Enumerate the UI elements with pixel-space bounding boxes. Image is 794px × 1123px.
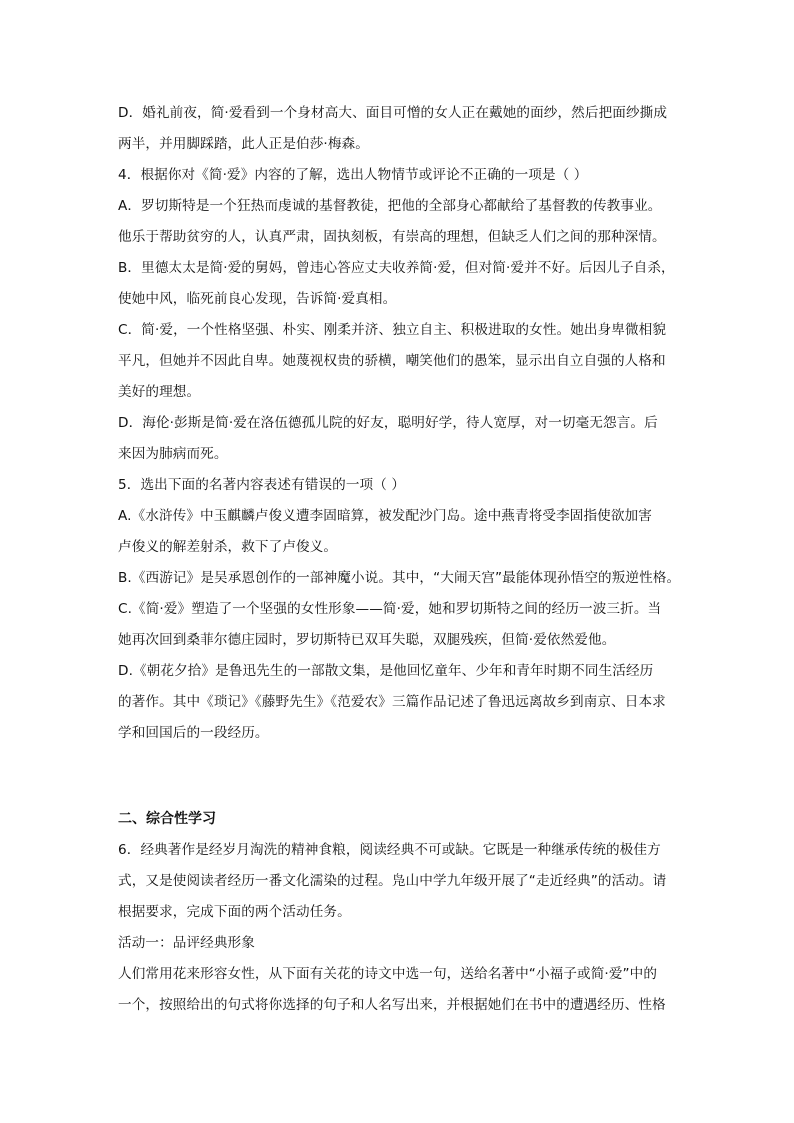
- question-4: [118, 160, 688, 470]
- question-6: [118, 835, 688, 928]
- q4-option-d: [118, 408, 688, 470]
- q4-option-a: [118, 191, 688, 253]
- text-line: 来因为肺病而死。: [118, 446, 228, 462]
- question-5: [118, 470, 688, 749]
- text-line: 卢俊义的解差射杀，救下了卢俊义。: [118, 539, 338, 555]
- text-line: A.《水浒传》中玉麒麟卢俊义遭李固暗算，被发配沙门岛。途中燕青将受李固指使欲加害: [118, 508, 652, 524]
- text-line: 6．经典著作是经岁月淘洗的精神食粮，阅读经典不可或缺。它既是一种继承传统的极佳方: [118, 842, 661, 858]
- activity-body: [118, 959, 688, 1021]
- text-line: C．简·爱，一个性格坚强、朴实、刚柔并济、独立自主、积极进取的女性。她出身卑微相貌: [118, 322, 667, 338]
- text-line: 使她中风，临死前良心发现，告诉简·爱真相。: [118, 291, 397, 307]
- text-line: 学和回国后的一段经历。: [118, 725, 269, 741]
- question-stem: 4．根据你对《简·爱》内容的了解，选出人物情节或评论不正确的一项是（ ）: [118, 167, 588, 183]
- text-line: 她再次回到桑菲尔德庄园时，罗切斯特已双耳失聪，双腿残疾，但简·爱依然爱他。: [118, 632, 616, 648]
- text-line: C.《简·爱》塑造了一个坚强的女性形象——简·爱，她和罗切斯特之间的经历一波三折。当: [118, 601, 662, 617]
- text-line: 平凡，但她并不因此自卑。她蔑视权贵的骄横，嘲笑他们的愚笨，显示出自立自强的人格和: [118, 353, 666, 369]
- text-line: D．婚礼前夜，简·爱看到一个身材高大、面目可憎的女人正在戴她的面纱，然后把面纱撕成: [118, 105, 668, 121]
- text-line: 两半，并用脚踩踏，此人正是伯莎·梅森。: [118, 136, 369, 152]
- text-line: 的著作。其中《琐记》《藤野先生》《范爱农》三篇作品记述了鲁迅远离故乡到南京、日本求: [118, 694, 666, 710]
- text-line: B．里德太太是简·爱的舅妈，曾违心答应丈夫收养简·爱，但对简·爱并不好。后因儿子自杀，: [118, 260, 675, 276]
- q4-option-b: [118, 253, 688, 315]
- text-line: D．海伦·彭斯是简·爱在洛伍德孤儿院的好友，聪明好学，待人宽厚，对一切毫无怨言。后: [118, 415, 658, 431]
- q5-option-c: [118, 594, 688, 656]
- question-stem: 5．选出下面的名著内容表述有错误的一项（ ）: [118, 477, 406, 493]
- text-line: A．罗切斯特是一个狂热而虔诚的基督教徒，把他的全部身心都献给了基督教的传教事业。: [118, 198, 662, 214]
- text-line: B.《西游记》是吴承恩创作的一部神魔小说。其中，“大闹天宫”最能体现孙悟空的叛逆性格。: [118, 570, 681, 586]
- text-line: 人们常用花来形容女性，从下面有关花的诗文中选一句，送给名著中“小福子或简·爱”中的: [118, 966, 658, 982]
- q3-option-d: [118, 98, 688, 160]
- q5-option-a: [118, 501, 688, 563]
- section-spacer: [118, 749, 688, 779]
- text-line: 一个，按照给出的句式将你选择的句子和人名写出来，并根据她们在书中的遭遇经历、性格: [118, 997, 666, 1013]
- document-content: [118, 98, 688, 1021]
- q4-option-c: [118, 315, 688, 408]
- q5-option-d: [118, 656, 688, 749]
- text-line: D.《朝花夕拾》是鲁迅先生的一部散文集，是他回忆童年、少年和青年时期不同生活经历: [118, 663, 654, 679]
- q5-option-b: [118, 563, 688, 594]
- activity-title: 活动一：品评经典形象: [118, 935, 255, 951]
- text-line: 美好的理想。: [118, 384, 201, 400]
- text-line: 式，又是使阅读者经历一番文化濡染的过程。凫山中学九年级开展了“走近经典”的活动。请: [118, 873, 667, 889]
- text-line: 他乐于帮助贫穷的人，认真严肃，固执刻板，有崇高的理想，但缺乏人们之间的那种深情。: [118, 229, 666, 245]
- section-title: 二、综合性学习: [118, 811, 216, 827]
- text-line: 根据要求，完成下面的两个活动任务。: [118, 904, 351, 920]
- section-2: [118, 804, 688, 1021]
